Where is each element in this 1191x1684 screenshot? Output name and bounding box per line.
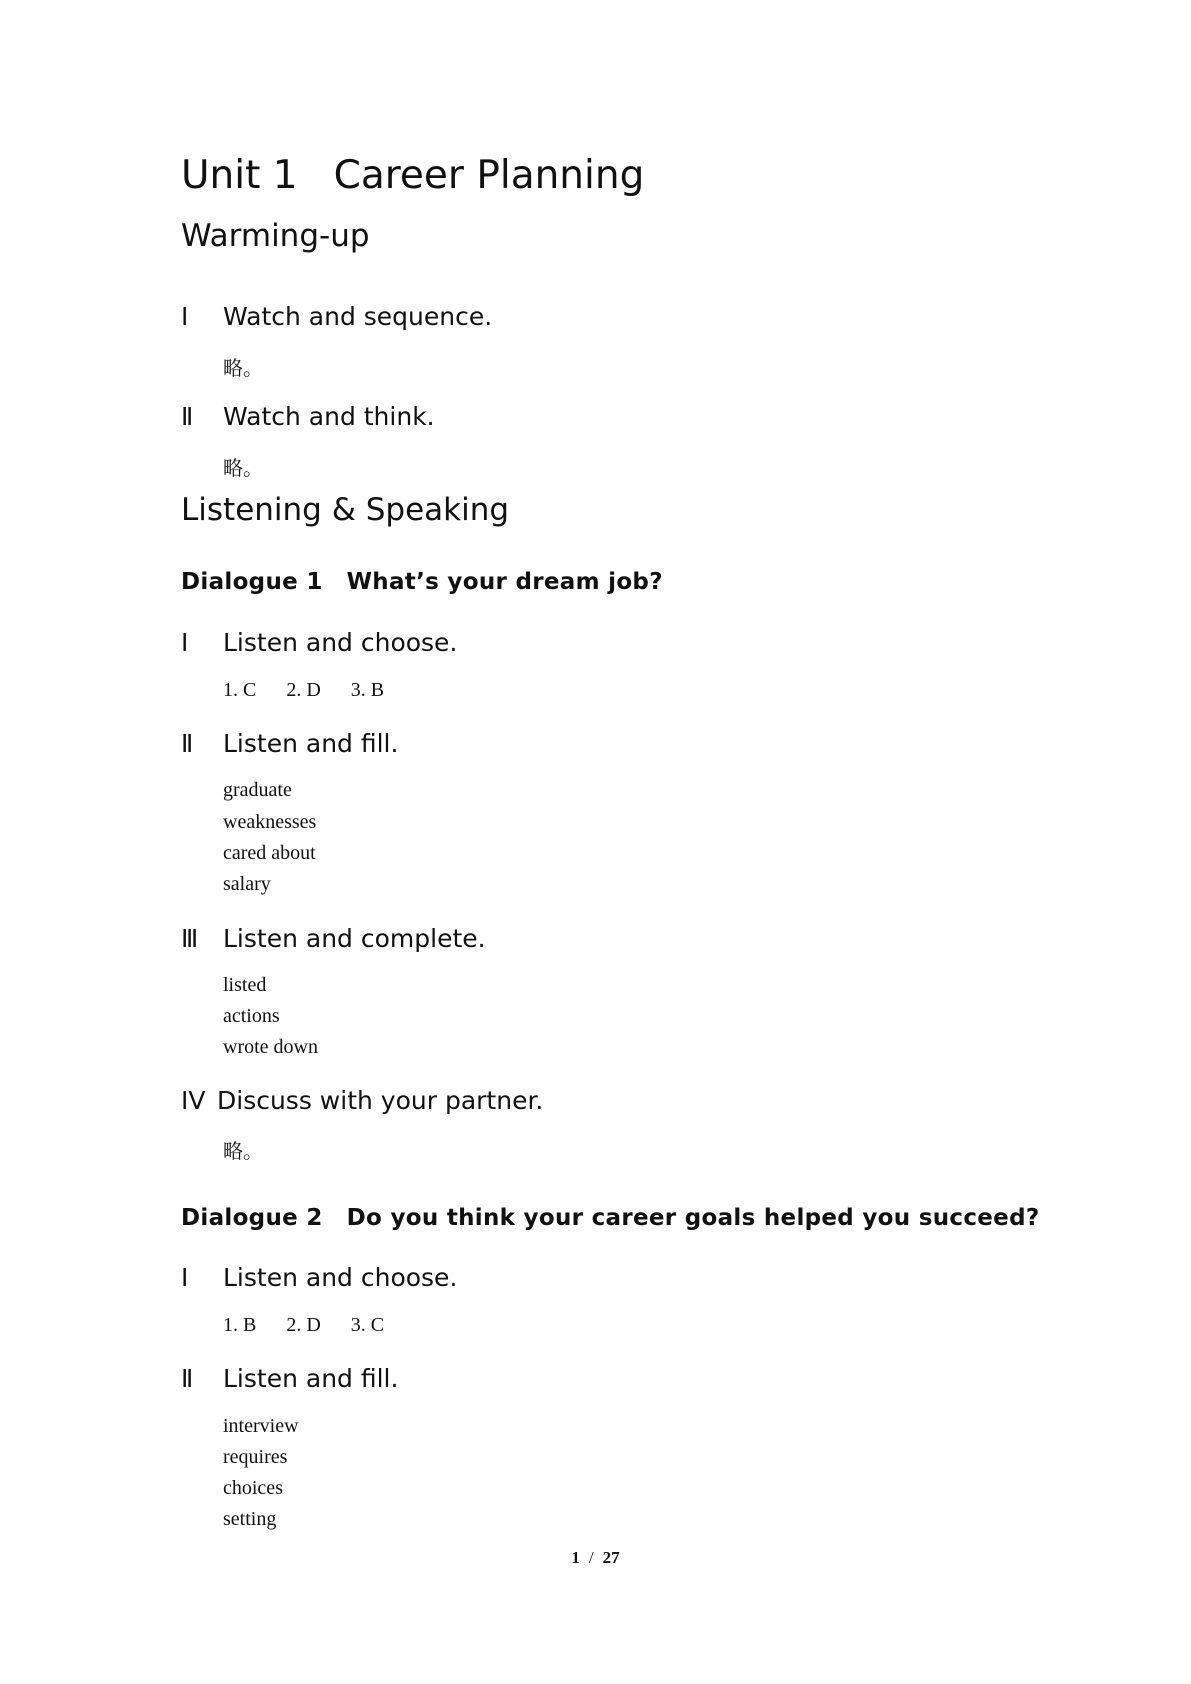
task-number: Ⅰ	[181, 628, 189, 657]
dialogue-label: Dialogue 2	[181, 1205, 323, 1231]
answer-item: wrote down	[223, 1036, 318, 1058]
task-number: Ⅲ	[181, 924, 199, 953]
task-number: Ⅰ	[181, 1263, 189, 1292]
answer-item: 1. C	[223, 679, 257, 701]
answer-item: graduate	[223, 779, 292, 801]
task-label: Listen and complete.	[223, 924, 486, 953]
answer-item: salary	[223, 873, 271, 895]
task-number: Ⅰ	[181, 302, 189, 331]
task-label: Listen and choose.	[223, 1263, 458, 1292]
task-heading	[181, 729, 398, 758]
task-label: Watch and think.	[223, 402, 435, 431]
task-label: Discuss with your partner.	[217, 1086, 544, 1115]
task-label: Listen and fill.	[223, 1364, 399, 1393]
task-answer: 略。	[223, 1141, 263, 1163]
task-heading	[181, 402, 435, 431]
current-page: 1	[571, 1548, 580, 1567]
section-title-warming-up: Warming-up	[181, 218, 370, 254]
task-heading	[181, 302, 492, 331]
task-number: Ⅱ	[181, 729, 194, 758]
task-number: Ⅱ	[181, 1364, 194, 1393]
unit-name: Career Planning	[333, 153, 645, 198]
answer-item: choices	[223, 1477, 283, 1499]
answer-item: cared about	[223, 842, 316, 864]
answer-item: interview	[223, 1415, 299, 1437]
answer-item: 2. D	[286, 1314, 321, 1336]
answer-item: requires	[223, 1446, 288, 1468]
task-heading	[181, 1364, 398, 1393]
answer-item: 3. B	[350, 679, 385, 701]
answer-choices	[223, 1314, 384, 1337]
answer-item: 2. D	[286, 679, 321, 701]
dialogue-label: Dialogue 1	[181, 569, 323, 595]
answer-item: listed	[223, 974, 267, 996]
answer-item: weaknesses	[223, 811, 317, 833]
task-label: Watch and sequence.	[223, 302, 493, 331]
unit-label: Unit 1	[181, 153, 298, 198]
task-heading	[181, 1263, 457, 1292]
task-number: IV	[181, 1086, 206, 1115]
task-heading	[181, 1086, 543, 1115]
answer-item: 1. B	[223, 1314, 257, 1336]
dialogue-title	[181, 1205, 1039, 1231]
dialogue-name: Do you think your career goals helped you succeed?	[346, 1205, 1040, 1231]
task-label: Listen and fill.	[223, 729, 399, 758]
answer-choices	[223, 679, 384, 702]
page-separator: /	[588, 1548, 594, 1567]
total-pages: 27	[602, 1548, 620, 1567]
task-number: Ⅱ	[181, 402, 194, 431]
dialogue-title	[181, 569, 663, 595]
task-label: Listen and choose.	[223, 628, 458, 657]
dialogue-name: What’s your dream job?	[346, 569, 663, 595]
task-heading	[181, 924, 486, 953]
task-answer: 略。	[223, 358, 263, 380]
page-number	[0, 1548, 1191, 1568]
answer-item: setting	[223, 1508, 277, 1530]
answer-item: actions	[223, 1005, 280, 1027]
section-title-listening-speaking: Listening & Speaking	[181, 492, 510, 528]
answer-item: 3. C	[350, 1314, 385, 1336]
task-answer: 略。	[223, 458, 263, 480]
unit-title	[181, 153, 644, 198]
task-heading	[181, 628, 457, 657]
